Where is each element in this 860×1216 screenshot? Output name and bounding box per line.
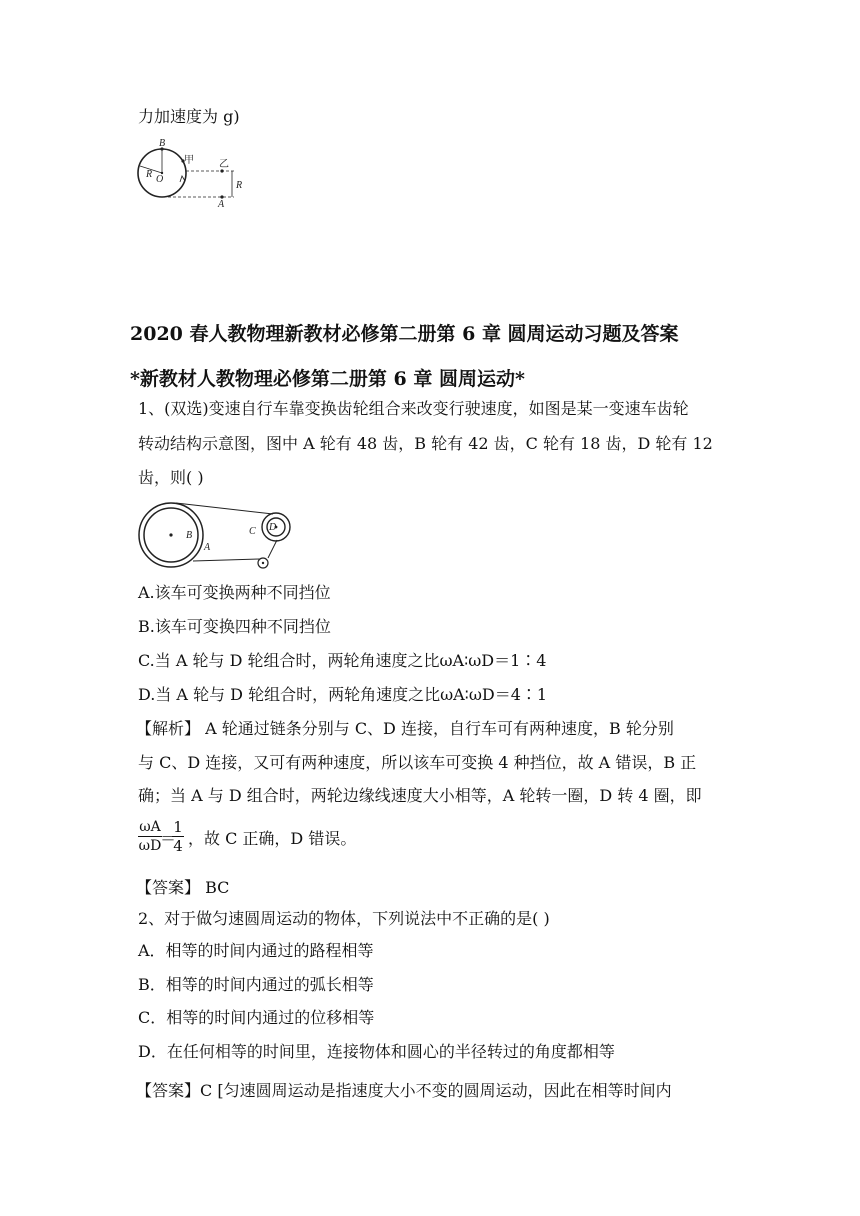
label-O: O [156,174,164,185]
q1-option-a: A.该车可变换两种不同挡位 [138,583,331,602]
q2-stem: 2、对于做匀速圆周运动的物体，下列说法中不正确的是( ) [138,909,550,928]
q1-option-d: D.当 A 轮与 D 轮组合时，两轮角速度之比ωA∶ωD＝4∶1 [138,685,548,704]
fraction2-numerator: 1 [173,818,183,836]
gear-label-A: A [204,542,211,553]
q1-option-c: C.当 A 轮与 D 轮组合时，两轮角速度之比ωA∶ωD＝1∶4 [138,651,547,670]
label-A: A [218,199,225,210]
q1-option-b: B.该车可变换四种不同挡位 [138,617,331,636]
circle-track-figure [132,136,252,210]
value-fraction [172,818,184,855]
gear-label-C: C [249,526,256,537]
q2-option-c: C．相等的时间内通过的位移相等 [138,1008,375,1027]
q2-answer: 【答案】C [匀速圆周运动是指速度大小不变的圆周运动，因此在相等时间内 [136,1081,672,1100]
q1-answer: 【答案】 BC [136,878,230,897]
continuation-text: 力加速度为 g) [138,107,240,126]
label-R1: R [146,169,153,180]
label-B: B [159,138,166,149]
q1-analysis-line-2: 与 C、D 连接，又可有两种速度，所以该车可变换 4 种挡位，故 A 错误，B 正 [138,753,697,772]
q1-line-2: 转动结构示意图，图中 A 轮有 48 齿，B 轮有 42 齿，C 轮有 18 齿，D 轮有 12 [138,434,713,453]
page-subtitle: *新教材人教物理必修第二册第 6 章 圆周运动* [130,368,525,390]
fraction-numerator: ωA [139,819,161,835]
omega-ratio-fraction [138,818,162,855]
label-jia: 甲 [184,155,194,166]
q1-analysis-conclusion: ，故 C 正确，D 错误。 [188,829,357,848]
gear-label-B: B [186,530,193,541]
q2-option-d: D．在任何相等的时间里，连接物体和圆心的半径转过的角度都相等 [138,1042,615,1061]
fraction-denominator: ωD [138,838,162,854]
fraction-equals: ＝ [160,829,177,848]
label-R2: R [236,180,243,191]
page-title: 2020 春人教物理新教材必修第二册第 6 章 圆周运动习题及答案 [130,323,679,345]
gear-diagram [136,500,296,572]
q1-analysis-line-1: 【解析】 A 轮通过链条分别与 C、D 连接，自行车可有两种速度，B 轮分别 [136,719,674,738]
gear-label-D: D [269,522,277,533]
q2-option-a: A．相等的时间内通过的路程相等 [138,941,374,960]
q1-line-3: 齿，则( ) [138,468,204,487]
label-yi: 乙 [219,159,229,170]
q1-line-1: 1、(双选)变速自行车靠变换齿轮组合来改变行驶速度，如图是某一变速车齿轮 [138,399,689,418]
fraction2-denominator: 4 [173,837,183,855]
q1-analysis-line-3: 确；当 A 与 D 组合时，两轮边缘线速度大小相等，A 轮转一圈，D 转 4 圈，即 [138,786,702,805]
q2-option-b: B．相等的时间内通过的弧长相等 [138,975,374,994]
